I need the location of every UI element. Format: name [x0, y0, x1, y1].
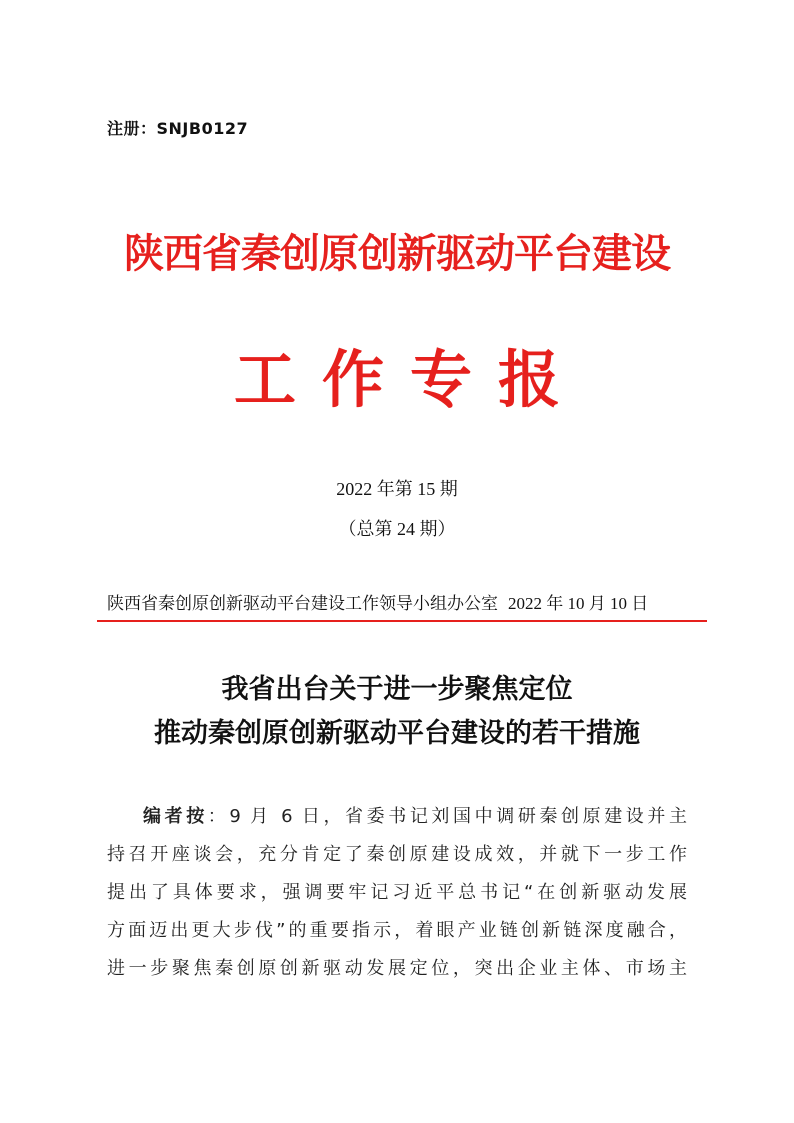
editor-note-line: 方面迈出更大步伐”的重要指示，着眼产业链创新链深度融合， [107, 920, 687, 941]
editor-note-text: ：9 月 6 日，省委书记刘国中调研秦创原建设并主 [207, 806, 687, 827]
issuer-line [107, 589, 707, 614]
editor-note [107, 798, 687, 988]
issue-number: 2022 年第 15 期 [336, 479, 458, 499]
masthead-title: 陕西省秦创原创新驱动平台建设 [124, 230, 670, 277]
issuing-office: 陕西省秦创原创新驱动平台建设工作领导小组办公室 [107, 594, 498, 613]
headline-line-1: 我省出台关于进一步聚焦定位 [221, 674, 573, 705]
editor-note-label: 编者按 [143, 806, 208, 827]
editor-note-line: 持召开座谈会，充分肯定了秦创原建设成效，并就下一步工作 [107, 844, 687, 865]
editor-note-line: 提出了具体要求，强调要牢记习近平总书记“在创新驱动发展 [107, 882, 687, 903]
editor-note-line: 进一步聚焦秦创原创新驱动发展定位，突出企业主体、市场主 [107, 958, 687, 979]
editor-note-line [107, 798, 687, 836]
issue-date: 2022 年 10 月 10 日 [508, 594, 649, 613]
registration-number: 注册：SNJB0127 [107, 119, 249, 138]
headline-line-2: 推动秦创原创新驱动平台建设的若干措施 [154, 718, 640, 749]
red-divider [97, 620, 707, 622]
masthead-subtitle: 工作专报 [233, 343, 586, 416]
total-issue-number: （总第 24 期） [338, 519, 456, 539]
